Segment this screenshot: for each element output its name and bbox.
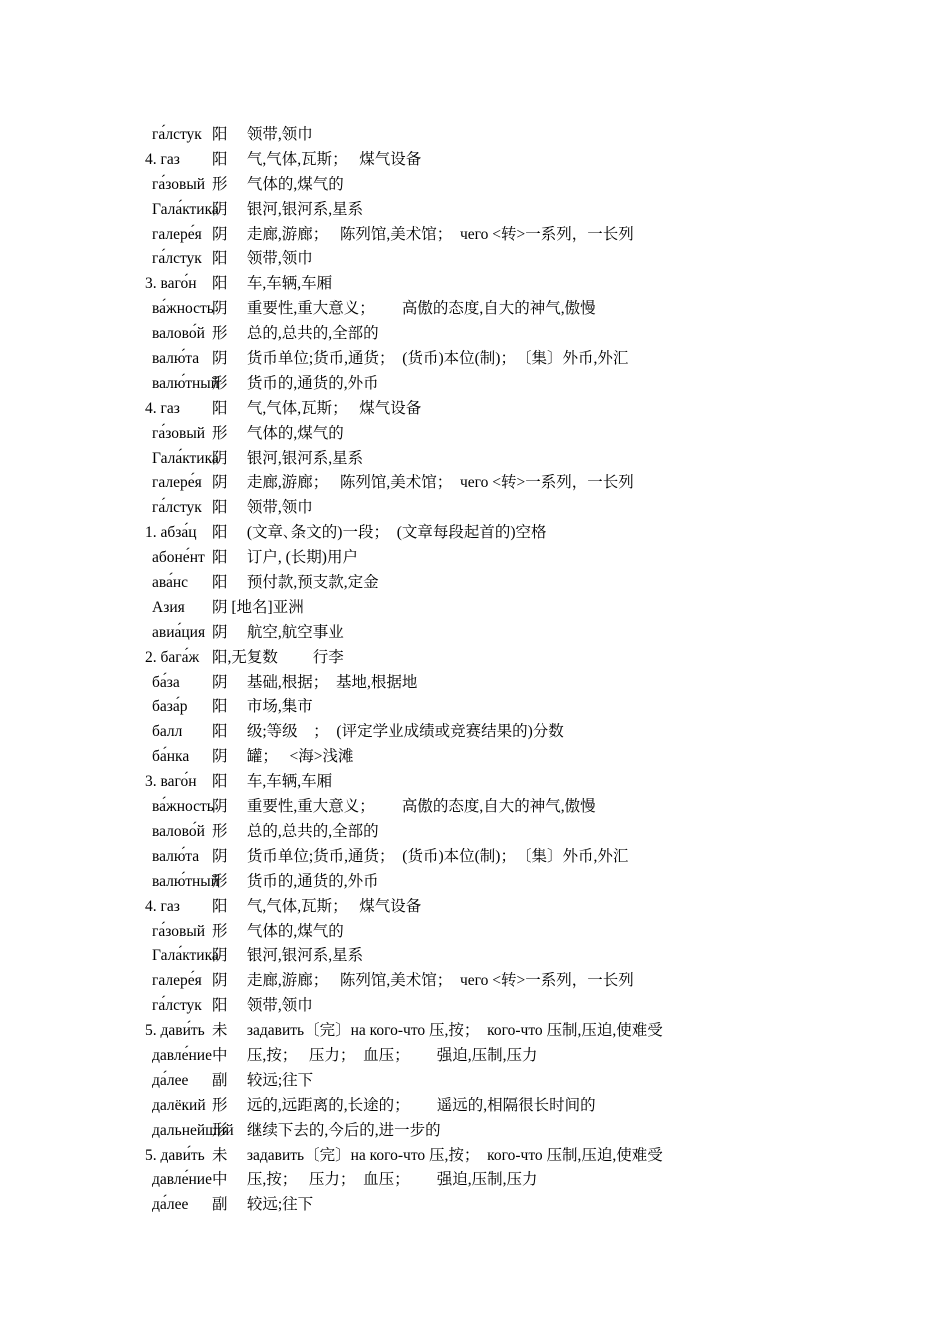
entry-word: валю́та [152,847,200,865]
entry-word: 2. бага́ж [145,648,200,666]
entry-definition: 副 较远;往下 [212,1071,314,1089]
entry-definition: 阴 [地名]亚洲 [212,598,304,616]
list-item [0,247,950,272]
entry-definition: 形 气体的,煤气的 [212,175,344,193]
entry-definition: 形 货币的,通货的,外币 [212,374,379,392]
list-item [0,1094,950,1119]
list-item [0,198,950,223]
entry-word: галере́я [152,474,202,492]
list-item [0,695,950,720]
entry-definition: 阳 领带,领巾 [212,499,313,517]
entry-word: 4. газ [145,399,180,417]
list-item [0,994,950,1019]
list-item [0,621,950,646]
list-item [0,944,950,969]
entry-word: давле́ние [152,1171,212,1189]
entry-word: дальнейший [152,1121,234,1139]
entry-definition: 阳 订户, (长期)用户 [212,549,358,567]
entry-word: 3. ваго́н [145,275,197,293]
entry-word: 4. газ [145,150,180,168]
entry-definition: 阴 重要性,重大意义； 高傲的态度,自大的神气,傲慢 [212,798,596,816]
entry-word: давле́ние [152,1046,212,1064]
entry-word: Азия [152,598,185,616]
list-item [0,1119,950,1144]
entry-word: авиа́ция [152,623,206,641]
entry-word: ава́нс [152,574,189,592]
list-item [0,745,950,770]
entry-word: валю́тный [152,374,220,392]
entry-word: балл [152,723,183,741]
entry-definition: 形 货币的,通货的,外币 [212,872,379,890]
list-item [0,496,950,521]
list-item [0,347,950,372]
list-item [0,223,950,248]
entry-word: ва́жность [152,300,214,318]
entry-definition: 形 总的,总共的,全部的 [212,822,379,840]
entry-word: га́лстук [152,126,202,143]
entry-word: абоне́нт [152,549,205,567]
entry-definition: 未 задавить〔完〕на кого-что 压,按； кого-что 压制,压迫,使难受 [212,1022,663,1040]
entry-definition: 阴 银河,银河系,星系 [212,947,364,965]
entry-word: га́зовый [152,424,206,442]
entry-word: валово́й [152,822,205,840]
entry-word: га́лстук [152,997,202,1015]
entry-definition: 阴 银河,银河系,星系 [212,449,364,467]
entry-word: 4. газ [145,897,180,915]
list-item [0,596,950,621]
entry-definition: 阳 领带,领巾 [212,250,313,268]
entry-definition: 阳 级;等级 ； (评定学业成绩或竞赛结果的)分数 [212,723,564,741]
entry-definition: 形 气体的,煤气的 [212,424,344,442]
entry-definition: 阳,无复数 行李 [212,648,344,666]
list-item [0,372,950,397]
entry-definition: 形 总的,总共的,全部的 [212,325,379,343]
list-item [0,770,950,795]
list-item [0,1044,950,1069]
list-item [0,173,950,198]
entry-word: га́зовый [152,175,206,193]
list-item [0,671,950,696]
entry-word: 3. ваго́н [145,773,197,791]
entry-definition: 阳 市场,集市 [212,698,313,716]
list-item [0,920,950,945]
entry-word: 5. дави́ть [145,1146,205,1164]
entry-definition: 阳 预付款,预支款,定金 [212,574,379,592]
entry-definition: 阴 货币单位;货币,通货； (货币)本位(制)； 〔集〕外币,外汇 [212,847,629,865]
list-item [0,123,950,148]
entry-word: галере́я [152,972,202,990]
vocabulary-list [0,123,950,1218]
list-item [0,720,950,745]
list-item [0,1193,950,1218]
entry-definition: 阳 (文章､条文的)一段； (文章每段起首的)空格 [212,524,547,542]
list-item [0,422,950,447]
list-item [0,895,950,920]
entry-definition: 阴 银河,银河系,星系 [212,200,364,218]
entry-word: га́лстук [152,499,202,517]
list-item [0,820,950,845]
list-item [0,521,950,546]
list-item [0,1144,950,1169]
entry-word: валово́й [152,325,205,343]
entry-definition: 阴 走廊,游廊； 陈列馆,美术馆； чего <转>一系列，一长列 [212,972,634,990]
list-item [0,1168,950,1193]
entry-definition: 阳 车,车辆,车厢 [212,275,333,293]
entry-word: Гала́ктика [152,947,219,965]
entry-word: 1. абза́ц [145,524,197,542]
entry-word: ба́нка [152,748,190,766]
entry-word: база́р [152,698,188,716]
entry-definition: 阴 重要性,重大意义； 高傲的态度,自大的神气,傲慢 [212,300,596,318]
list-item [0,546,950,571]
entry-word: га́зовый [152,922,206,940]
entry-word: ва́жность [152,798,214,816]
entry-definition: 形 继续下去的,今后的,进一步的 [212,1121,441,1139]
list-item [0,148,950,173]
entry-word: Гала́ктика [152,449,219,467]
entry-definition: 阴 基础,根据； 基地,根据地 [212,673,418,691]
entry-definition: 中 压,按； 压力； 血压； 强迫,压制,压力 [212,1171,538,1189]
list-item [0,1069,950,1094]
list-item [0,870,950,895]
entry-word: валю́та [152,350,200,368]
entry-word: валю́тный [152,872,220,890]
list-item [0,447,950,472]
list-item [0,1019,950,1044]
entry-definition: 阳 气,气体,瓦斯； 煤气设备 [212,150,422,168]
entry-word: Гала́ктика [152,200,219,218]
list-item [0,795,950,820]
list-item [0,322,950,347]
entry-word: да́лее [152,1196,189,1214]
entry-word: 5. дави́ть [145,1022,205,1040]
entry-definition: 阴 罐； <海>浅滩 [212,748,354,766]
entry-definition: 阳 领带,领巾 [212,126,313,143]
list-item [0,571,950,596]
entry-definition: 阳 气,气体,瓦斯； 煤气设备 [212,399,422,417]
list-item [0,297,950,322]
list-item [0,272,950,297]
entry-word: ба́за [152,673,180,691]
list-item [0,969,950,994]
list-item [0,397,950,422]
entry-definition: 阴 走廊,游廊； 陈列馆,美术馆； чего <转>一系列，一长列 [212,474,634,492]
list-item [0,845,950,870]
entry-definition: 阳 气,气体,瓦斯； 煤气设备 [212,897,422,915]
entry-definition: 阴 航空,航空事业 [212,623,344,641]
entry-word: га́лстук [152,250,202,268]
list-item [0,646,950,671]
entry-definition: 阳 车,车辆,车厢 [212,773,333,791]
entry-definition: 中 压,按； 压力； 血压； 强迫,压制,压力 [212,1046,538,1064]
entry-definition: 阴 货币单位;货币,通货； (货币)本位(制)； 〔集〕外币,外汇 [212,350,629,368]
entry-definition: 阴 走廊,游廊； 陈列馆,美术馆； чего <转>一系列，一长列 [212,225,634,243]
entry-word: да́лее [152,1071,189,1089]
entry-word: галере́я [152,225,202,243]
list-item [0,471,950,496]
entry-definition: 未 задавить〔完〕на кого-что 压,按； кого-что 压制,压迫,使难受 [212,1146,663,1164]
entry-definition: 形 远的,远距离的,长途的； 遥远的,相隔很长时间的 [212,1096,596,1114]
entry-definition: 形 气体的,煤气的 [212,922,344,940]
entry-word: далёкий [152,1096,206,1114]
entry-definition: 阳 领带,领巾 [212,997,313,1015]
entry-definition: 副 较远;往下 [212,1196,314,1214]
